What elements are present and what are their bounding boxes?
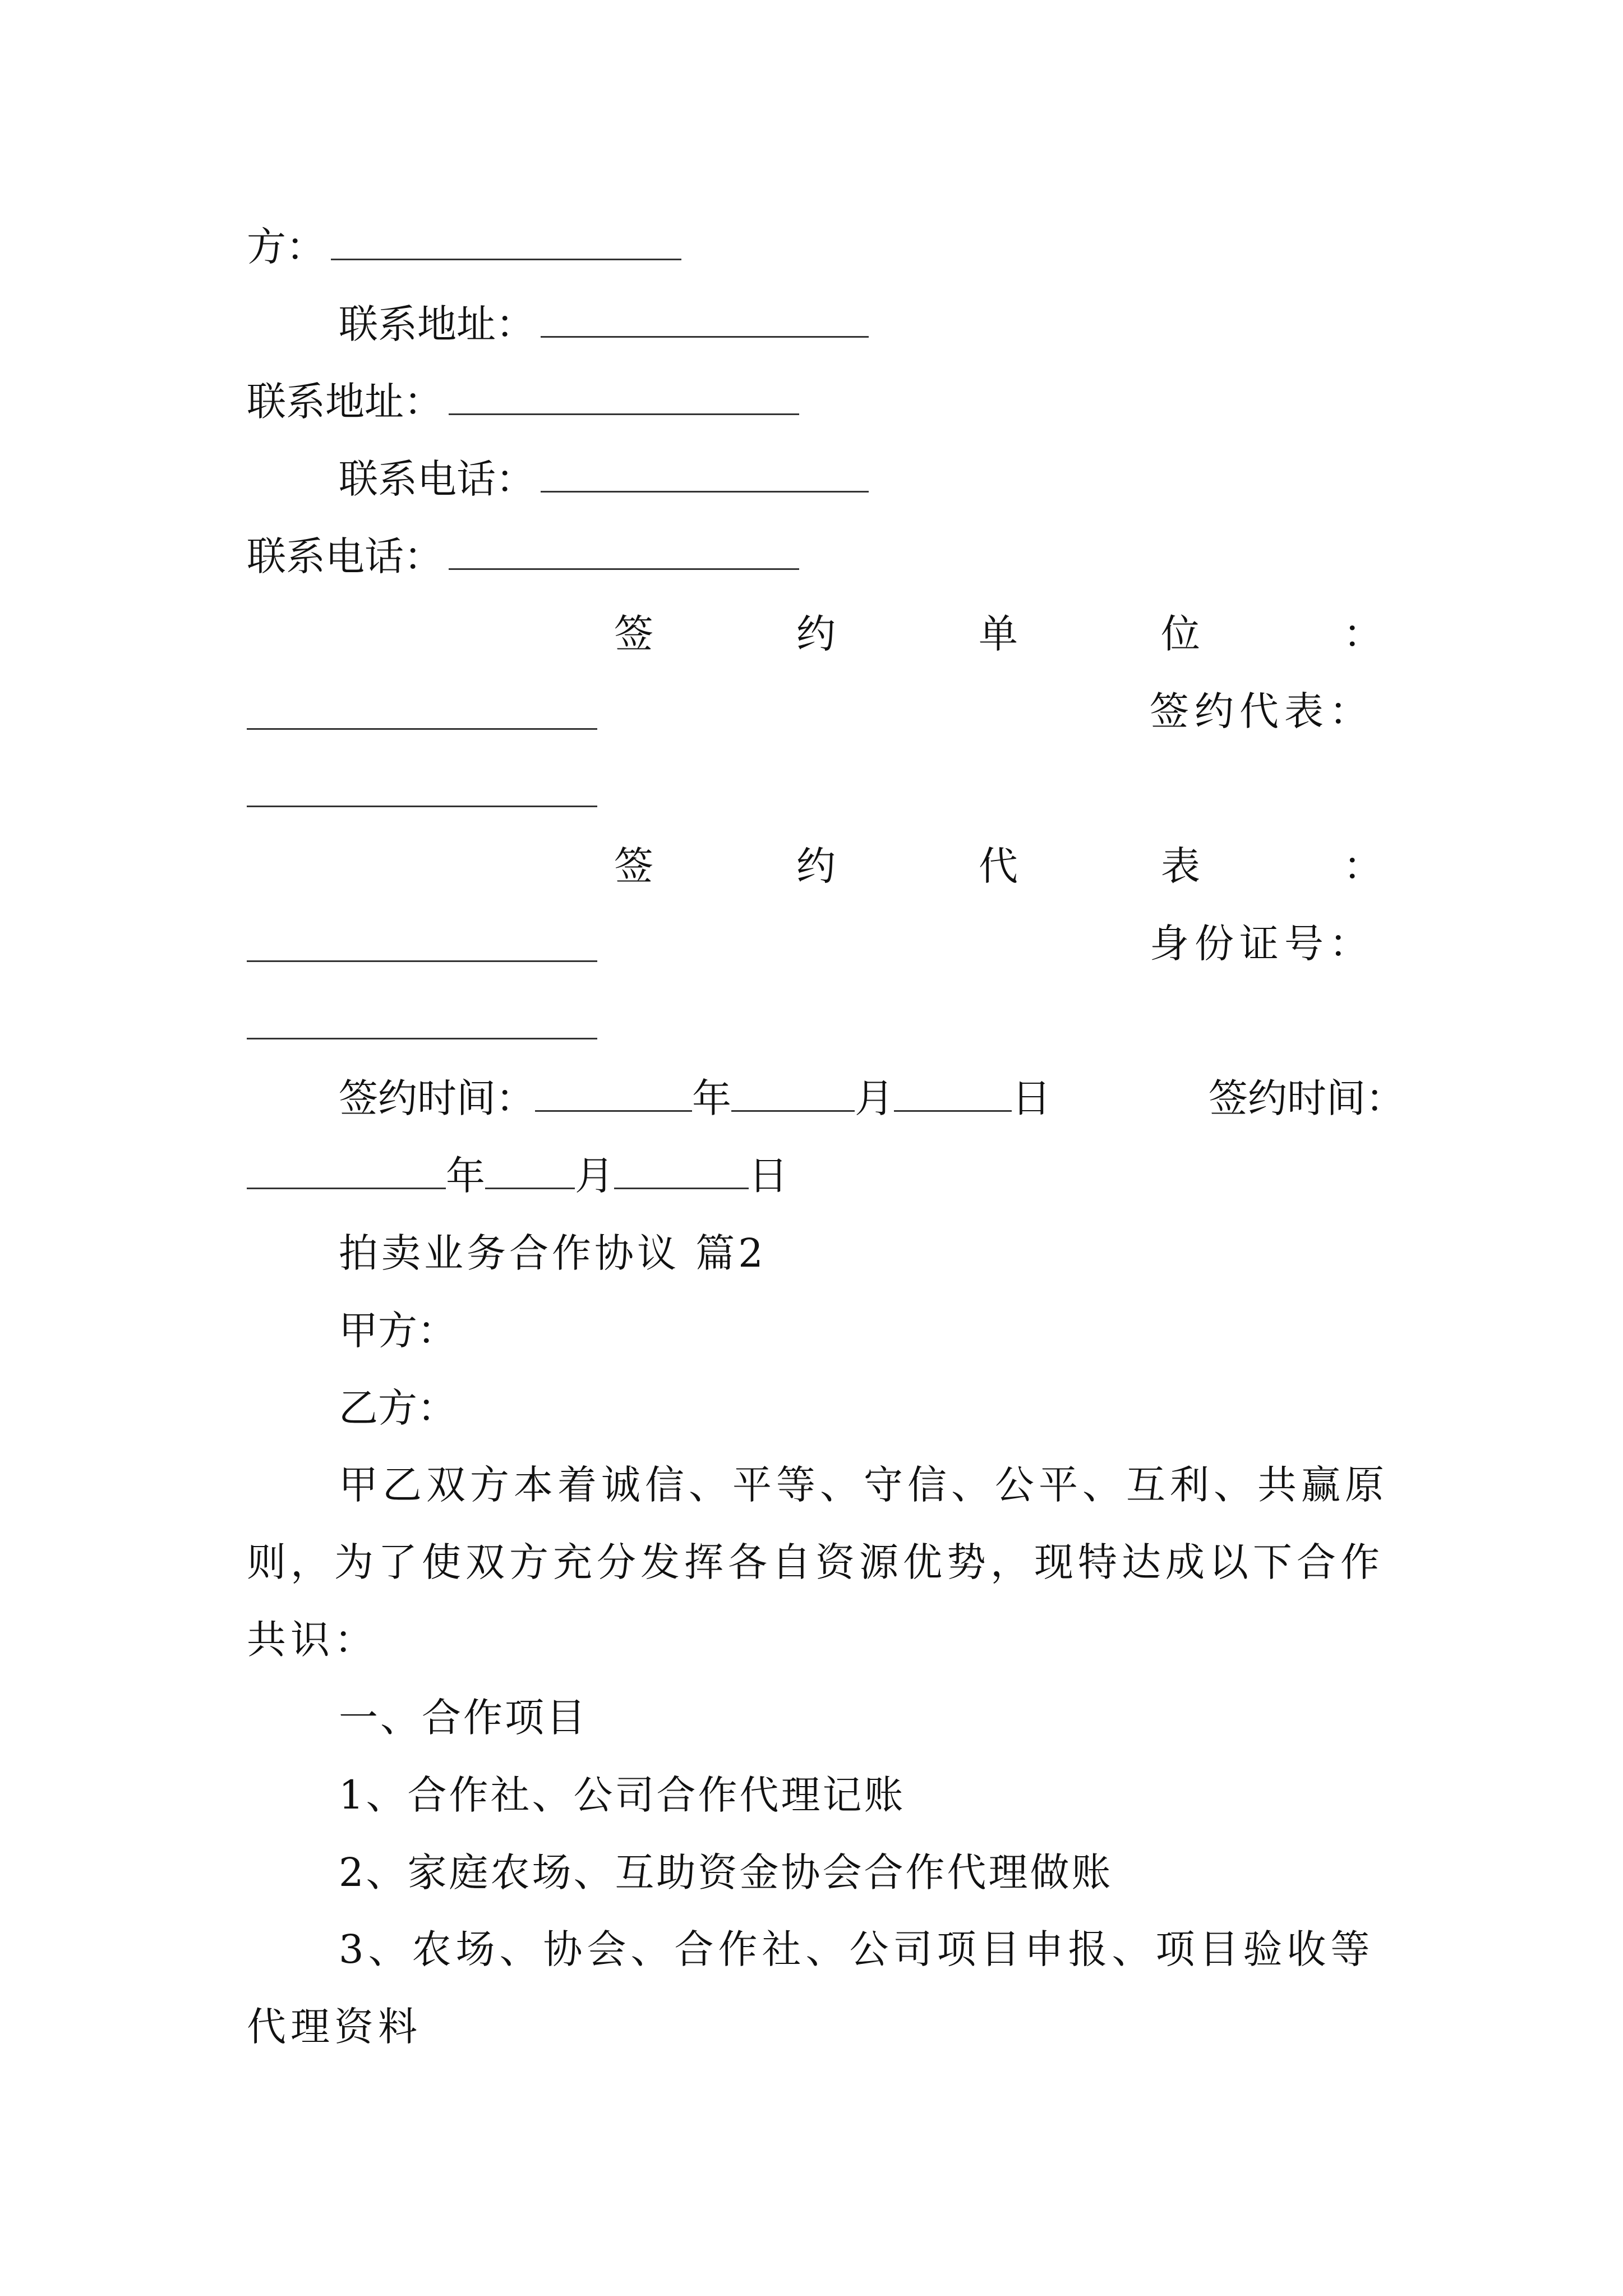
address-blank-2 (449, 374, 799, 415)
address-line-1 (339, 285, 1483, 364)
month-blank-1 (731, 1071, 855, 1112)
item-3: 3、农场、协会、合作社、公司项目申报、项目验收等代理资料 (247, 1926, 1375, 2050)
sign-unit-blank (247, 689, 597, 730)
phone-label-2: 联系电话： (247, 533, 443, 579)
day-label-2: 日 (749, 1153, 788, 1199)
party-b-line: 乙方： (339, 1385, 457, 1431)
sign-unit-char-3: 单 (979, 611, 1018, 657)
party-blank (331, 219, 681, 260)
sign-rep-char-3: 代 (979, 843, 1018, 889)
sign-rep-char-1: 签 (614, 843, 653, 889)
sign-rep-char-4: 表 (1161, 843, 1200, 889)
intro-paragraph: 甲乙双方本着诚信、平等、守信、公平、互利、共赢原则，为了使双方充分发挥各自资源优势，现特达成以下合作共识： (247, 1462, 1389, 1663)
year-blank-1 (535, 1071, 692, 1112)
phone-blank-1 (541, 452, 869, 493)
sign-date-line-2 (247, 1137, 1391, 1215)
phone-label-1: 联系电话： (339, 456, 535, 502)
address-label-1: 联系地址： (339, 301, 535, 347)
address-blank-1 (541, 297, 869, 338)
sign-unit-char-1: 签 (614, 611, 653, 657)
month-label-1: 月 (855, 1075, 894, 1121)
phone-blank-2 (449, 529, 799, 570)
day-label-1: 日 (1012, 1075, 1051, 1121)
sign-time-label-1: 签约时间： (339, 1075, 535, 1121)
section-heading: 拍卖业务合作协议 篇2 (339, 1230, 767, 1276)
sign-rep-char-2: 约 (796, 843, 836, 889)
sign-unit-char-4: 位 (1161, 611, 1200, 657)
address-line-2 (247, 362, 1391, 441)
day-blank-1 (894, 1071, 1012, 1112)
sign-rep-colon: ： (1343, 843, 1382, 889)
party-line (247, 208, 1391, 286)
sign-time-label-2: 签约时间： (1209, 1075, 1405, 1121)
item-1: 1、合作社、公司合作代理记账 (339, 1772, 906, 1818)
address-label-2: 联系地址： (247, 379, 443, 425)
month-label-2: 月 (575, 1153, 614, 1199)
phone-line-2 (247, 517, 1391, 596)
sign-rep-label-1: 签约代表： (1150, 688, 1374, 734)
party-label: 方： (247, 224, 325, 270)
sign-rep-blank-2 (247, 921, 597, 962)
year-label-1: 年 (692, 1075, 731, 1121)
section-1-title: 一、合作项目 (339, 1695, 588, 1741)
phone-line-1 (339, 440, 1483, 518)
id-number-blank (247, 999, 597, 1039)
year-blank-2 (247, 1148, 446, 1189)
sign-unit-colon: ： (1343, 611, 1382, 657)
id-number-label: 身份证号： (1150, 921, 1374, 967)
party-a-line: 甲方： (339, 1308, 457, 1354)
year-label-2: 年 (446, 1153, 485, 1199)
sign-unit-char-2: 约 (796, 611, 836, 657)
sign-rep-blank-1 (247, 766, 597, 807)
day-blank-2 (614, 1148, 749, 1189)
item-2: 2、家庭农场、互助资金协会合作代理做账 (339, 1849, 1113, 1895)
month-blank-2 (485, 1148, 575, 1189)
